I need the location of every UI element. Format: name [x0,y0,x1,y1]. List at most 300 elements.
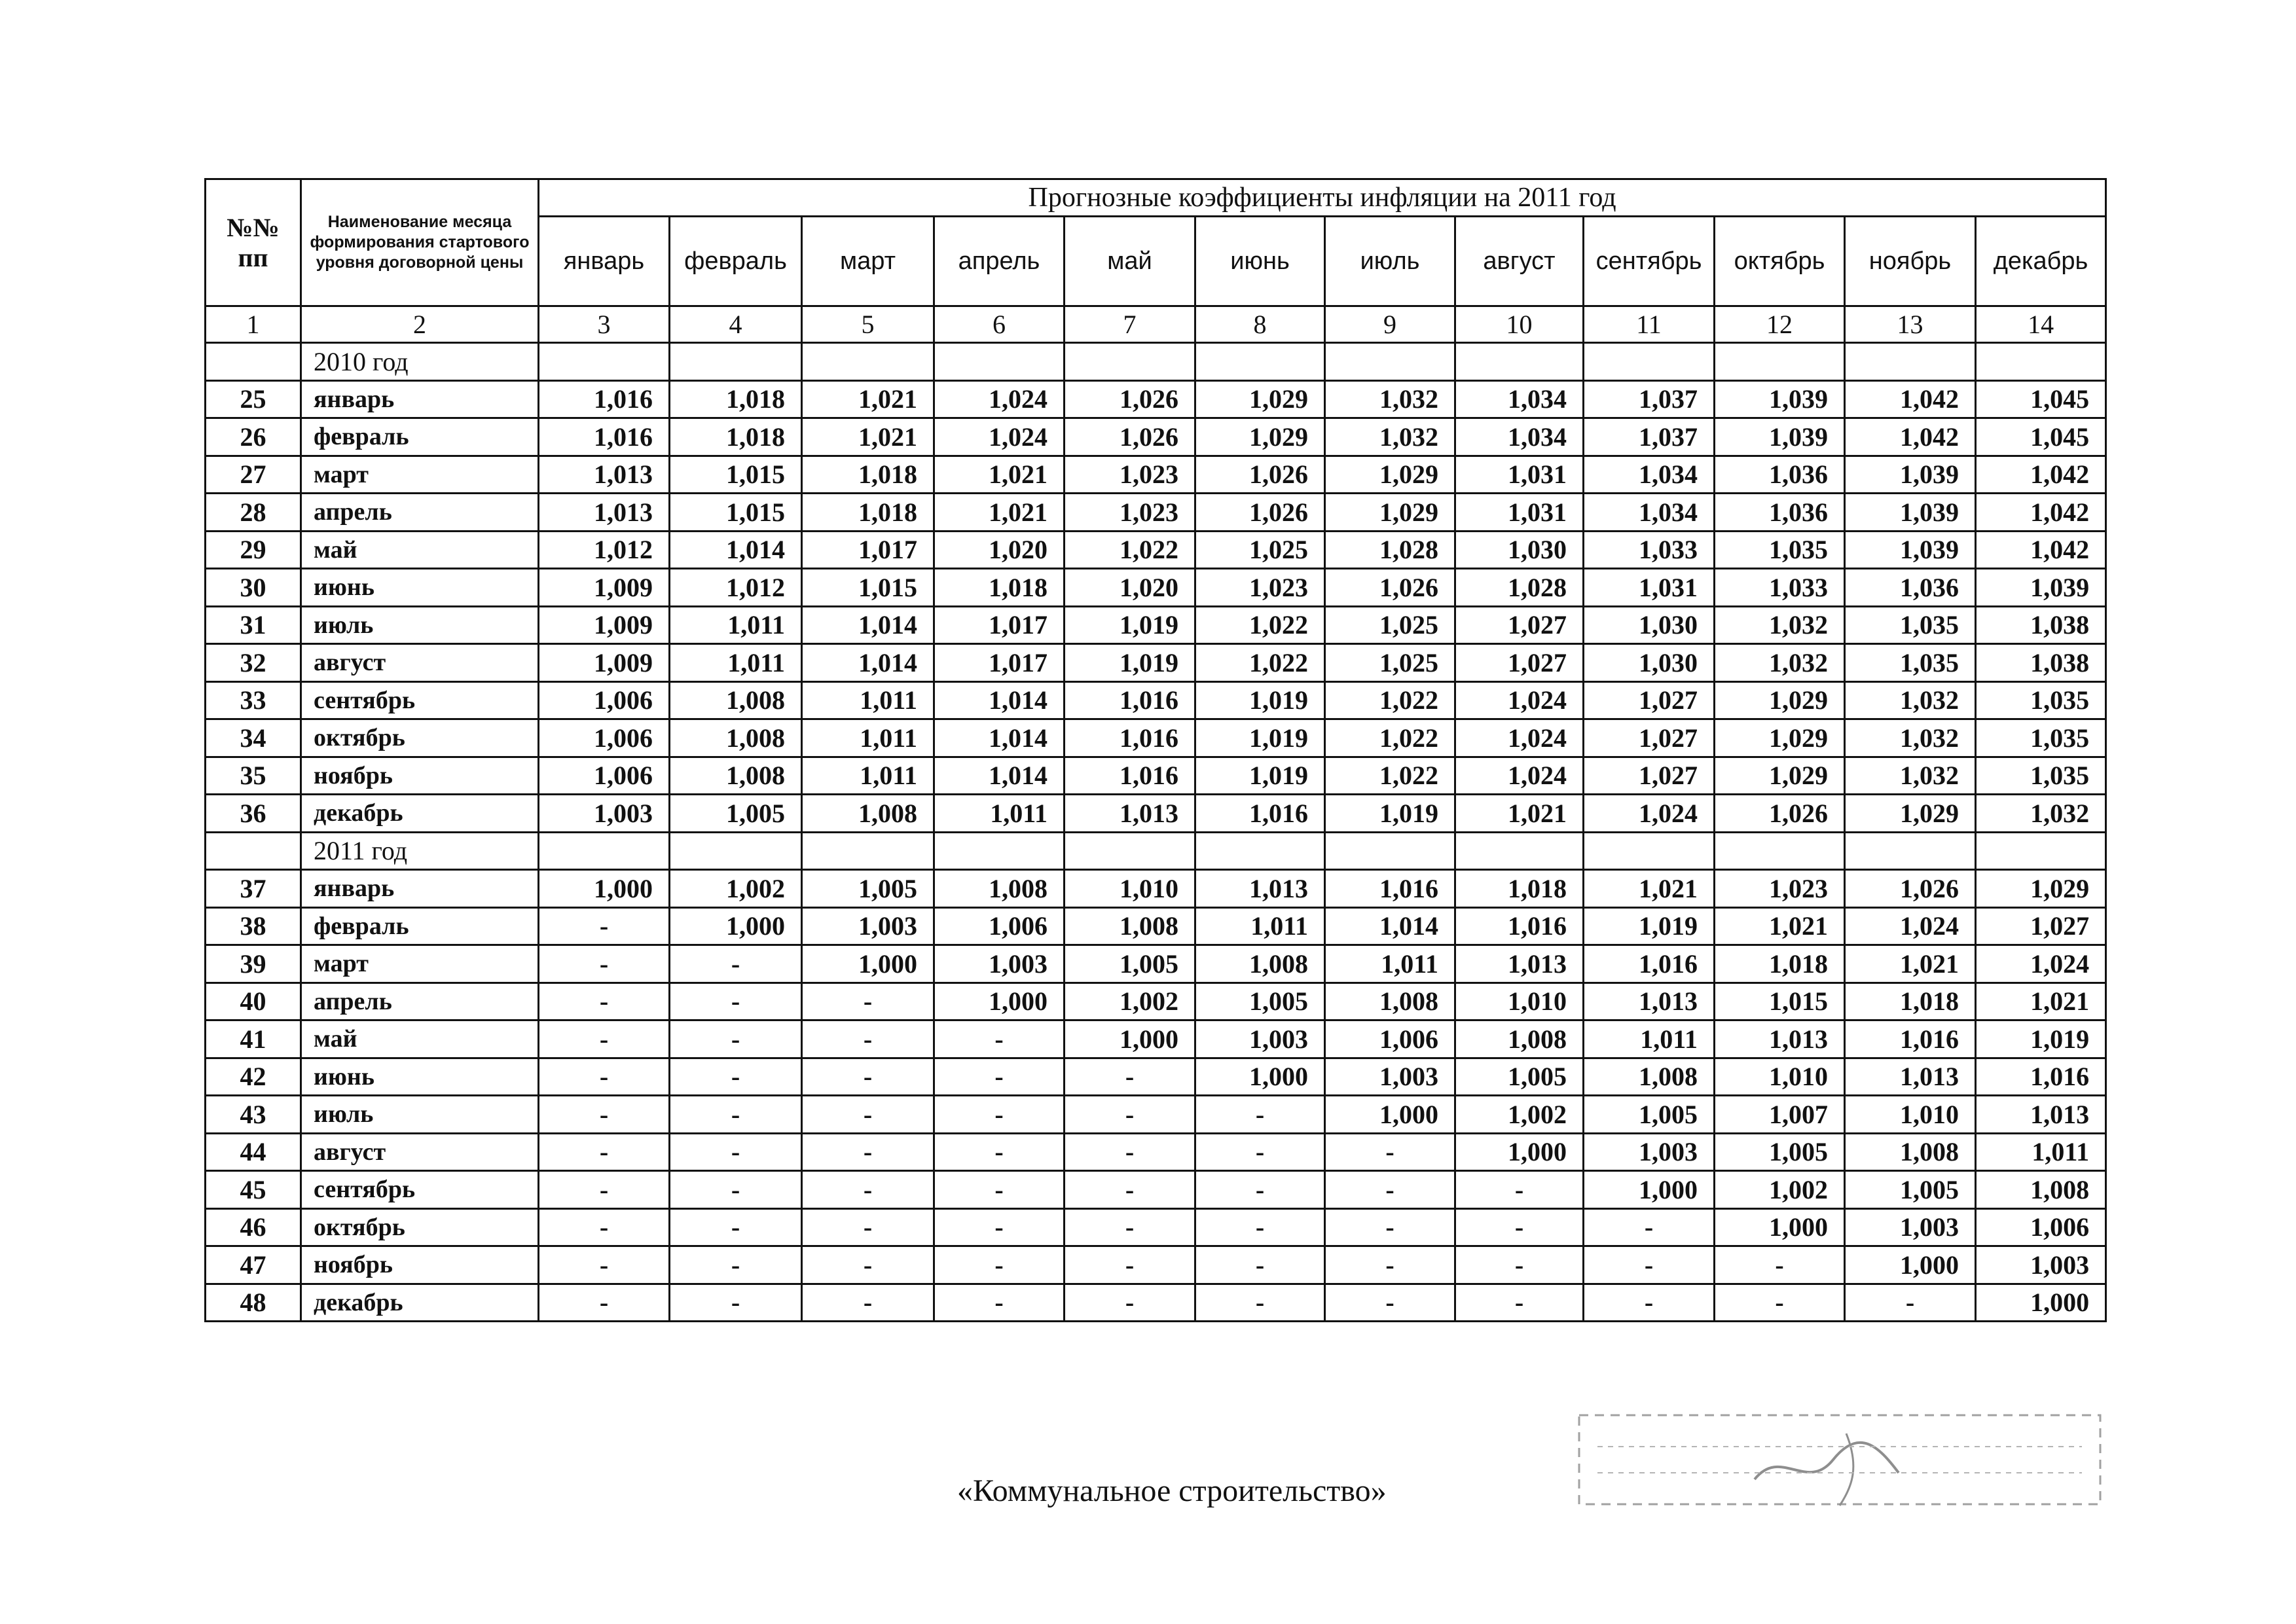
coefficient-cell: - [1065,1208,1195,1246]
year-row-empty-cell [670,343,802,381]
coefficient-cell: 1,008 [1584,1058,1715,1096]
coefficient-cell: - [670,1284,802,1322]
coefficient-cell: - [802,1171,934,1209]
year-row-empty-cell [1584,832,1715,870]
coefficient-cell: 1,000 [1976,1284,2106,1322]
coefficient-cell: 1,021 [1845,945,1976,983]
coefficient-cell: 1,016 [1065,681,1195,719]
row-month-name: октябрь [301,1208,539,1246]
coefficient-cell: - [1325,1208,1455,1246]
coefficient-cell: 1,032 [1325,418,1455,456]
coefficient-cell: 1,029 [1325,456,1455,494]
inflation-coefficients-table [204,178,2107,1322]
coefficient-cell: 1,034 [1584,456,1715,494]
coefficient-cell: 1,011 [1976,1133,2106,1171]
coefficient-cell: 1,021 [1715,907,1845,945]
row-number: 36 [206,795,301,833]
coefficient-cell: 1,003 [934,945,1065,983]
coefficient-cell: 1,023 [1195,569,1325,607]
coefficient-cell: 1,013 [1455,945,1584,983]
coefficient-cell: 1,039 [1845,494,1976,532]
row-number: 40 [206,983,301,1020]
coefficient-cell: 1,034 [1455,380,1584,418]
coefficient-cell: 1,013 [1195,870,1325,908]
coefficient-cell: - [1325,1171,1455,1209]
coefficient-cell: 1,036 [1845,569,1976,607]
coefficient-cell: 1,042 [1845,380,1976,418]
coefficient-cell: - [670,1246,802,1284]
coefficient-cell: 1,006 [1976,1208,2106,1246]
year-row-empty-cell [1976,343,2106,381]
coefficient-cell: 1,000 [539,870,670,908]
coefficient-cell: - [670,1171,802,1209]
coefficient-cell: - [802,1020,934,1058]
coefficient-cell: 1,035 [1976,757,2106,795]
year-row-empty-cell [670,832,802,870]
row-month-name: август [301,1133,539,1171]
coefficient-cell: - [1195,1284,1325,1322]
coefficient-cell: 1,030 [1584,606,1715,644]
coefficient-cell: 1,038 [1976,606,2106,644]
column-number-cell: 13 [1845,306,1976,343]
coefficient-cell: 1,021 [934,456,1065,494]
row-month-name: февраль [301,418,539,456]
coefficient-cell: 1,024 [934,418,1065,456]
column-number-cell: 9 [1325,306,1455,343]
coefficient-cell: 1,016 [1325,870,1455,908]
coefficient-cell: 1,032 [1715,644,1845,682]
coefficient-cell: - [539,1246,670,1284]
coefficient-cell: 1,032 [1845,719,1976,757]
coefficient-cell: - [802,1096,934,1134]
coefficient-cell: 1,018 [670,418,802,456]
coefficient-cell: 1,024 [1845,907,1976,945]
coefficient-cell: - [1715,1284,1845,1322]
coefficient-cell: 1,027 [1584,719,1715,757]
coefficient-cell: 1,012 [670,569,802,607]
column-number-cell: 2 [301,306,539,343]
coefficient-cell: 1,000 [1325,1096,1455,1134]
coefficient-cell: 1,027 [1455,644,1584,682]
header-month-11: ноябрь [1845,217,1976,306]
coefficient-cell: 1,005 [670,795,802,833]
coefficient-cell: 1,011 [802,681,934,719]
header-number-line: №№ [227,212,280,242]
row-number: 25 [206,380,301,418]
coefficient-cell: - [539,945,670,983]
coefficient-cell: 1,014 [934,719,1065,757]
coefficient-cell: 1,013 [1584,983,1715,1020]
row-number: 45 [206,1171,301,1209]
coefficient-cell: 1,002 [1065,983,1195,1020]
year-row-empty-cell [1845,343,1976,381]
coefficient-cell: 1,014 [802,644,934,682]
coefficient-cell: 1,009 [539,569,670,607]
coefficient-cell: 1,030 [1584,644,1715,682]
table-row [206,606,2106,644]
row-month-name: декабрь [301,795,539,833]
coefficient-cell: 1,010 [1845,1096,1976,1134]
coefficient-cell: 1,018 [1845,983,1976,1020]
table-row [206,380,2106,418]
row-number: 34 [206,719,301,757]
coefficient-cell: 1,018 [670,380,802,418]
coefficient-cell: 1,024 [1976,945,2106,983]
coefficient-cell: - [1065,1246,1195,1284]
coefficient-cell: 1,016 [1065,719,1195,757]
coefficient-cell: 1,008 [670,757,802,795]
coefficient-cell: - [934,1171,1065,1209]
coefficient-cell: 1,026 [1325,569,1455,607]
coefficient-cell: 1,011 [1584,1020,1715,1058]
coefficient-cell: - [1584,1284,1715,1322]
coefficient-cell: 1,005 [1455,1058,1584,1096]
coefficient-cell: - [670,1020,802,1058]
coefficient-cell: 1,035 [1976,719,2106,757]
coefficient-cell: 1,003 [539,795,670,833]
coefficient-cell: - [1195,1208,1325,1246]
coefficient-cell: 1,000 [670,907,802,945]
coefficient-cell: - [934,1096,1065,1134]
row-month-name: сентябрь [301,681,539,719]
coefficient-cell: - [670,1133,802,1171]
header-month-7: июль [1325,217,1455,306]
coefficient-cell: 1,000 [1455,1133,1584,1171]
coefficient-cell: 1,000 [1584,1171,1715,1209]
row-month-name: июль [301,1096,539,1134]
coefficient-cell: 1,028 [1325,531,1455,569]
table-row [206,1208,2106,1246]
year-row-empty-cell [1325,343,1455,381]
coefficient-cell: 1,031 [1584,569,1715,607]
coefficient-cell: 1,029 [1195,418,1325,456]
header-month-8: август [1455,217,1584,306]
year-row-empty-cell [1325,832,1455,870]
coefficient-cell: - [1195,1171,1325,1209]
row-number: 37 [206,870,301,908]
coefficient-cell: - [539,1284,670,1322]
coefficient-cell: 1,003 [1845,1208,1976,1246]
row-month-name: февраль [301,907,539,945]
coefficient-cell: 1,000 [1715,1208,1845,1246]
coefficient-cell: 1,037 [1584,380,1715,418]
coefficient-cell: 1,014 [670,531,802,569]
coefficient-cell: 1,010 [1455,983,1584,1020]
coefficient-cell: - [1065,1284,1195,1322]
coefficient-cell: 1,013 [1065,795,1195,833]
coefficient-cell: 1,030 [1455,531,1584,569]
table-row [206,719,2106,757]
coefficient-cell: 1,015 [670,456,802,494]
year-row-empty-cell [1065,832,1195,870]
year-row-empty-cell [1195,832,1325,870]
coefficient-cell: 1,008 [1325,983,1455,1020]
coefficient-cell: 1,023 [1715,870,1845,908]
coefficient-cell: 1,021 [802,380,934,418]
coefficient-cell: - [1065,1058,1195,1096]
coefficient-cell: - [802,1208,934,1246]
row-month-name: март [301,456,539,494]
coefficient-cell: 1,008 [670,719,802,757]
coefficient-cell: - [670,1096,802,1134]
coefficient-cell: 1,000 [1065,1020,1195,1058]
row-month-name: январь [301,870,539,908]
coefficient-cell: - [1455,1171,1584,1209]
coefficient-cell: 1,011 [802,719,934,757]
coefficient-cell: 1,016 [539,418,670,456]
coefficient-cell: - [539,1058,670,1096]
coefficient-cell: 1,003 [1584,1133,1715,1171]
coefficient-cell: 1,009 [539,644,670,682]
table-row [206,418,2106,456]
coefficient-cell: 1,011 [1325,945,1455,983]
coefficient-cell: - [934,1284,1065,1322]
year-row-empty-cell [802,343,934,381]
row-month-name: июнь [301,1058,539,1096]
year-row-empty-cell [1195,343,1325,381]
coefficient-cell: 1,039 [1715,380,1845,418]
row-month-name: апрель [301,494,539,532]
coefficient-cell: 1,020 [934,531,1065,569]
coefficient-cell: 1,039 [1845,531,1976,569]
coefficient-cell: - [1584,1208,1715,1246]
coefficient-cell: 1,035 [1845,606,1976,644]
row-number: 44 [206,1133,301,1171]
row-month-name: ноябрь [301,1246,539,1284]
table-body [206,343,2106,1322]
row-number: 30 [206,569,301,607]
coefficient-cell: - [1325,1284,1455,1322]
row-number: 43 [206,1096,301,1134]
coefficient-cell: 1,011 [670,606,802,644]
table-row [206,907,2106,945]
coefficient-cell: 1,031 [1455,494,1584,532]
coefficient-cell: 1,014 [934,681,1065,719]
coefficient-cell: 1,014 [1325,907,1455,945]
coefficient-cell: 1,025 [1325,606,1455,644]
table-row [206,494,2106,532]
coefficient-cell: 1,029 [1195,380,1325,418]
year-row-empty-cell [1455,832,1584,870]
coefficient-cell: 1,000 [934,983,1065,1020]
column-number-cell: 4 [670,306,802,343]
coefficient-cell: 1,034 [1584,494,1715,532]
header-month-1: январь [539,217,670,306]
coefficient-cell: 1,006 [539,681,670,719]
year-row-empty-cell [1976,832,2106,870]
row-number: 39 [206,945,301,983]
coefficient-cell: 1,013 [1715,1020,1845,1058]
row-month-name: ноябрь [301,757,539,795]
coefficient-cell: 1,024 [1455,757,1584,795]
coefficient-cell: 1,023 [1065,494,1195,532]
column-number-cell: 5 [802,306,934,343]
row-month-name: январь [301,380,539,418]
coefficient-cell: 1,006 [539,757,670,795]
coefficient-cell: 1,032 [1845,757,1976,795]
coefficient-cell: - [1325,1133,1455,1171]
row-month-name: июнь [301,569,539,607]
year-row-empty-cell [1455,343,1584,381]
coefficient-cell: 1,035 [1845,644,1976,682]
coefficient-cell: 1,012 [539,531,670,569]
coefficient-cell: 1,016 [1065,757,1195,795]
coefficient-cell: 1,006 [539,719,670,757]
coefficient-cell: 1,016 [1845,1020,1976,1058]
coefficient-cell: 1,008 [1455,1020,1584,1058]
coefficient-cell: 1,011 [670,644,802,682]
coefficient-cell: - [1455,1246,1584,1284]
coefficient-cell: 1,005 [802,870,934,908]
coefficient-cell: 1,045 [1976,380,2106,418]
coefficient-cell: 1,026 [1065,380,1195,418]
coefficient-cell: 1,029 [1845,795,1976,833]
table-row [206,681,2106,719]
column-number-cell: 12 [1715,306,1845,343]
coefficient-cell: 1,013 [539,494,670,532]
table-row [206,795,2106,833]
coefficient-cell: 1,015 [802,569,934,607]
coefficient-cell: 1,042 [1976,494,2106,532]
coefficient-cell: 1,006 [934,907,1065,945]
coefficient-cell: - [539,1208,670,1246]
coefficient-cell: 1,010 [1715,1058,1845,1096]
coefficient-cell: - [1065,1096,1195,1134]
header-column-numbers-row [206,306,2106,343]
coefficient-cell: 1,008 [1845,1133,1976,1171]
coefficient-cell: 1,023 [1065,456,1195,494]
coefficient-cell: - [802,1284,934,1322]
coefficient-cell: 1,037 [1584,418,1715,456]
coefficient-cell: 1,000 [802,945,934,983]
coefficient-cell: 1,005 [1195,983,1325,1020]
coefficient-cell: 1,016 [1195,795,1325,833]
row-number: 35 [206,757,301,795]
coefficient-cell: 1,033 [1584,531,1715,569]
coefficient-cell: 1,042 [1976,531,2106,569]
coefficient-cell: 1,024 [1455,681,1584,719]
coefficient-cell: 1,029 [1325,494,1455,532]
coefficient-cell: 1,021 [1584,870,1715,908]
row-number: 38 [206,907,301,945]
coefficient-cell: 1,022 [1325,757,1455,795]
coefficient-cell: 1,028 [1455,569,1584,607]
coefficient-cell: 1,036 [1715,494,1845,532]
coefficient-cell: - [802,1058,934,1096]
row-month-name: март [301,945,539,983]
coefficient-cell: 1,021 [1976,983,2106,1020]
coefficient-cell: 1,018 [1455,870,1584,908]
year-row [206,832,2106,870]
coefficient-cell: 1,019 [1976,1020,2106,1058]
coefficient-cell: - [934,1133,1065,1171]
row-month-name: декабрь [301,1284,539,1322]
coefficient-cell: - [1195,1246,1325,1284]
coefficient-cell: 1,016 [1455,907,1584,945]
coefficient-cell: 1,019 [1195,757,1325,795]
coefficient-cell: - [934,1058,1065,1096]
coefficient-cell: 1,039 [1715,418,1845,456]
year-label: 2010 год [301,343,539,381]
header-month-5: май [1065,217,1195,306]
coefficient-cell: 1,007 [1715,1096,1845,1134]
header-month-12: декабрь [1976,217,2106,306]
coefficient-cell: 1,031 [1455,456,1584,494]
coefficient-cell: 1,027 [1976,907,2106,945]
coefficient-cell: - [1195,1096,1325,1134]
table-row [206,1096,2106,1134]
coefficient-cell: 1,005 [1584,1096,1715,1134]
stamp-seal [1571,1407,2108,1512]
coefficient-cell: - [1195,1133,1325,1171]
coefficient-cell: 1,011 [802,757,934,795]
coefficient-cell: 1,022 [1325,719,1455,757]
coefficient-cell: 1,008 [802,795,934,833]
table-row [206,531,2106,569]
coefficient-cell: 1,003 [1976,1246,2106,1284]
column-number-cell: 7 [1065,306,1195,343]
coefficient-cell: - [1584,1246,1715,1284]
column-number-cell: 8 [1195,306,1325,343]
coefficient-cell: 1,009 [539,606,670,644]
coefficient-cell: 1,003 [802,907,934,945]
header-month-4: апрель [934,217,1065,306]
row-month-name: июль [301,606,539,644]
coefficient-cell: - [539,1171,670,1209]
column-number-cell: 11 [1584,306,1715,343]
column-number-cell: 1 [206,306,301,343]
coefficient-cell: 1,027 [1584,757,1715,795]
coefficient-cell: - [670,1208,802,1246]
year-row-empty-cell [1715,832,1845,870]
header-month-10: октябрь [1715,217,1845,306]
coefficient-cell: - [539,1020,670,1058]
year-row-empty-cell [1715,343,1845,381]
year-row-empty-cell [934,343,1065,381]
year-row [206,343,2106,381]
coefficient-cell: - [802,983,934,1020]
coefficient-cell: 1,025 [1325,644,1455,682]
row-month-name: май [301,531,539,569]
table-row [206,1020,2106,1058]
coefficient-cell: 1,029 [1715,757,1845,795]
coefficient-cell: 1,016 [1584,945,1715,983]
coefficient-cell: 1,026 [1845,870,1976,908]
coefficient-cell: 1,032 [1715,606,1845,644]
coefficient-cell: 1,005 [1715,1133,1845,1171]
year-row-empty-cell [1065,343,1195,381]
coefficient-cell: 1,027 [1584,681,1715,719]
coefficient-cell: 1,008 [1195,945,1325,983]
row-month-name: август [301,644,539,682]
coefficient-cell: 1,018 [1715,945,1845,983]
coefficient-cell: 1,017 [802,531,934,569]
row-number: 47 [206,1246,301,1284]
coefficient-cell: 1,039 [1845,456,1976,494]
coefficient-cell: - [1715,1246,1845,1284]
row-month-name: апрель [301,983,539,1020]
coefficient-cell: 1,003 [1325,1058,1455,1096]
header-forecast-title: Прогнозные коэффициенты инфляции на 2011 год [539,179,2106,217]
coefficient-cell: 1,003 [1195,1020,1325,1058]
table-row [206,1171,2106,1209]
coefficient-cell: 1,018 [934,569,1065,607]
coefficient-cell: - [934,1246,1065,1284]
coefficient-cell: 1,027 [1455,606,1584,644]
header-month-name: Наименование месяца формирования стартового уровня договорной цены [301,179,539,306]
year-row-number-cell [206,343,301,381]
coefficient-cell: 1,019 [1065,606,1195,644]
